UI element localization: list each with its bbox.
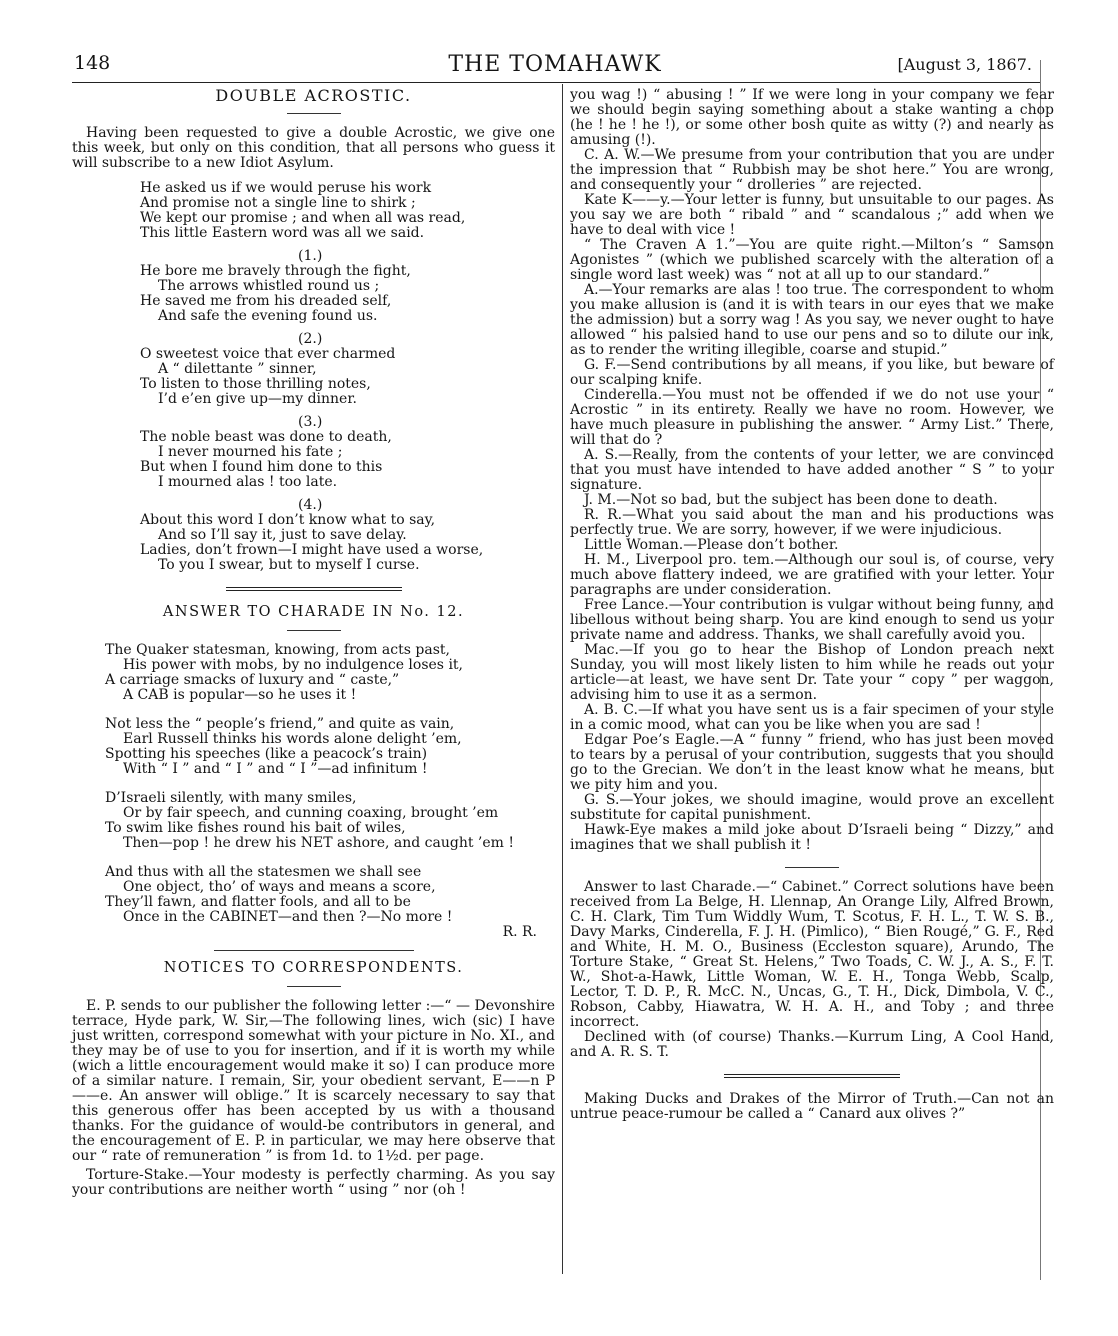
section-rule bbox=[785, 867, 839, 868]
notice-paragraph: A. S.—Really, from the contents of your letter, we are convinced that you must have intended to have added another “ S ” to your signature. bbox=[570, 447, 1054, 493]
ducks-and-drakes: Making Ducks and Drakes of the Mirror of Truth.—Can not an untrue peace-rumour be called a “ Canard aux olives ?” bbox=[570, 1091, 1054, 1122]
verse-number: (1.) bbox=[298, 248, 323, 264]
section-rule bbox=[214, 950, 414, 951]
charade-poem bbox=[72, 643, 555, 925]
notice-paragraph: Torture-Stake.—Your modesty is perfectly charming. As you say your contributions are neither worth “ using ” nor (oh ! bbox=[72, 1167, 555, 1198]
poem-line: With “ I ” and “ I ” and “ I ”—ad infinitum ! bbox=[123, 761, 428, 777]
poem-line: Ladies, don’t frown—I might have used a worse, bbox=[140, 542, 484, 558]
poem-line: I mourned alas ! too late. bbox=[158, 474, 338, 490]
poem-line: The arrows whistled round us ; bbox=[158, 278, 380, 294]
poem-line: Not less the “ people’s friend,” and quite as vain, bbox=[105, 716, 455, 732]
poem-line: Then—pop ! he drew his NET ashore, and caught ’em ! bbox=[123, 835, 515, 851]
notice-paragraph: G. F.—Send contributions by all means, if you like, but beware of our scalping knife. bbox=[570, 357, 1054, 388]
charade-signature: R. R. bbox=[502, 924, 537, 940]
verse-number: (4.) bbox=[298, 497, 323, 513]
poem-line: He saved me from his dreaded self, bbox=[140, 293, 392, 309]
poem-line: This little Eastern word was all we said. bbox=[140, 225, 425, 241]
declined-with-thanks: Declined with (of course) Thanks.—Kurrum Ling, A Cool Hand, and A. R. S. T. bbox=[570, 1029, 1054, 1060]
poem-line: Earl Russell thinks his words alone delight ’em, bbox=[123, 731, 462, 747]
header-rule bbox=[72, 82, 1040, 83]
section-rule bbox=[287, 113, 341, 114]
poem-line: He asked us if we would peruse his work bbox=[140, 180, 432, 196]
poem-line: But when I found him done to this bbox=[140, 459, 383, 475]
poem-stanza bbox=[105, 717, 555, 777]
acrostic-title: DOUBLE ACROSTIC. bbox=[215, 86, 412, 105]
poem-line: To you I swear, but to myself I curse. bbox=[158, 557, 420, 573]
poem-line: Or by fair speech, and cunning coaxing, brought ’em bbox=[123, 805, 499, 821]
acrostic-intro: Having been requested to give a double Acrostic, we give one this week, but only on this condition, that all persons who guess it will subscribe to a new Idiot Asylum. bbox=[72, 125, 555, 171]
poem-line: One object, tho’ of ways and means a score, bbox=[123, 879, 436, 895]
charade-title: ANSWER TO CHARADE IN No. 12. bbox=[162, 604, 465, 620]
poem-line: And so I’ll say it, just to save delay. bbox=[158, 527, 407, 543]
page-number: 148 bbox=[74, 52, 111, 74]
poem-line: D’Israeli silently, with many smiles, bbox=[105, 790, 357, 806]
poem-line: He bore me bravely through the fight, bbox=[140, 263, 411, 279]
notices-title: NOTICES TO CORRESPONDENTS. bbox=[163, 960, 464, 976]
poem-line: They’ll fawn, and flatter fools, and all to be bbox=[105, 894, 411, 910]
masthead-title: THE TOMAHAWK bbox=[448, 52, 662, 77]
notice-paragraph: Little Woman.—Please don’t bother. bbox=[584, 537, 839, 553]
notice-paragraph: J. M.—Not so bad, but the subject has been done to death. bbox=[584, 492, 998, 508]
notice-paragraph: Cinderella.—You must not be offended if we do not use your “ Acrostic ” in its entirety. Really we have no room. However, we have much pleasure in publishing the answer. “ Army List.” There, will that do ? bbox=[570, 387, 1054, 448]
notice-paragraph: Free Lance.—Your contribution is vulgar without being funny, and libellous without being sharp. You are kind enough to send us your private name and address. Thanks, we shall carefully avoid you. bbox=[570, 597, 1054, 643]
poem-line: And thus with all the statesmen we shall see bbox=[105, 864, 422, 880]
notice-paragraph: Mac.—If you go to hear the Bishop of London preach next Sunday, you will most likely listen to him while he reads out your article—at least, we have sent Dr. Tate your “ copy ” per waggon, advising him to use it as a sermon. bbox=[570, 642, 1054, 703]
notice-paragraph: C. A. W.—We presume from your contribution that you are under the impression that “ Rubbish may be shot here.” You are wrong, and consequently your “ drolleries ” are rejected. bbox=[570, 147, 1054, 193]
poem-stanza bbox=[105, 865, 555, 925]
poem-line: Spotting his speeches (like a peacock’s train) bbox=[105, 746, 428, 762]
poem-line: I’d e’en give up—my dinner. bbox=[158, 391, 357, 407]
page-header bbox=[72, 52, 1038, 82]
notice-paragraph: Hawk-Eye makes a mild joke about D’Israeli being “ Dizzy,” and imagines that we shall publish it ! bbox=[570, 822, 1054, 853]
notice-paragraph: “ The Craven A 1.”—You are quite right.—Milton’s “ Samson Agonistes ” (which we published scarcely with the alteration of a single word last week) was “ not at all up to our standard.” bbox=[570, 237, 1054, 283]
section-double-rule bbox=[226, 587, 402, 591]
section-rule bbox=[287, 986, 341, 987]
notice-paragraph: E. P. sends to our publisher the following letter :—“ — Devonshire terrace, Hyde park, W. Sir,—The following lines, wich (sic) I have just written, correspond somewhat with your picture in No. XI., and they may be of use to you for insertion, and if it is worth my while (wich a little encouragement would make it so) I can produce more of a similar nature. I remain, Sir, your obedient servant, E——n P——e. An answer will oblige.” It is scarcely necessary to say that this generous offer has been accepted by us with a thousand thanks. For the guidance of would-be contributors in general, and the encouragement of E. P. in particular, we may here observe that our “ rate of remuneration ” is from 1d. to 1½d. per page. bbox=[72, 998, 555, 1164]
section-double-rule bbox=[724, 1074, 900, 1078]
poem-line: I never mourned his fate ; bbox=[158, 444, 343, 460]
right-column bbox=[570, 88, 1054, 1122]
poem-line: Once in the CABINET—and then ?—No more ! bbox=[123, 909, 453, 925]
verse-number: (2.) bbox=[298, 331, 323, 347]
notice-paragraph: you wag !) “ abusing ! ” If we were long in your company we fear we should begin saying something about a stake wanting a chop (he ! he ! he !), or some other bosh quite as witty (?) and nearly as amusing (!). bbox=[570, 87, 1054, 148]
poem-line: To swim like fishes round his bait of wiles, bbox=[105, 820, 406, 836]
answer-last-charade: Answer to last Charade.—“ Cabinet.” Correct solutions have been received from La Belge, H. Llennap, An Orange Lily, Alfred Brown, C. H. Clark, Tim Tum Widdly Wum, T. Scotus, F. H. L., T. W. S. B., Davy Marks, Cinderella, F. J. H. (Pimlico), “ Bien Rougé,” G. F., Red and White, H. M. O., Business (Eccleston square), Arundo, The Torture Stake, “ Great St. Helens,” Two Toads, C. W. J., A. S., F. T. W., Shot-a-Hawk, Little Woman, W. E. H., Tonga Webb, Scalp, Lector, T. D. P., R. McC. N., Uncas, G., T. H., Dick, Dimbola, V. C., Robson, Cabby, Hiawatra, W. H. A. H., and Toby ; and three incorrect. bbox=[570, 879, 1054, 1030]
poem-line: A “ dilettante ” sinner, bbox=[158, 361, 317, 377]
issue-date: [August 3, 1867. bbox=[897, 55, 1032, 74]
poem-line: And safe the evening found us. bbox=[158, 308, 378, 324]
notice-paragraph: A. B. C.—If what you have sent us is a fair specimen of your style in a comic mood, what can you be like when you are sad ! bbox=[570, 702, 1054, 733]
poem-line: The Quaker statesman, knowing, from acts past, bbox=[105, 642, 450, 658]
poem-line: We kept our promise ; and when all was read, bbox=[140, 210, 466, 226]
section-rule bbox=[287, 630, 341, 631]
notice-paragraph: Kate K——y.—Your letter is funny, but unsuitable to our pages. As you say we are both “ ribald ” and “ scandalous ;” add when we have to deal with vice ! bbox=[570, 192, 1054, 238]
verse-number: (3.) bbox=[298, 414, 323, 430]
poem-line: To listen to those thrilling notes, bbox=[140, 376, 371, 392]
poem-line: A CAB is popular—so he uses it ! bbox=[123, 687, 357, 703]
notice-paragraph: G. S.—Your jokes, we should imagine, would prove an excellent substitute for capital punishment. bbox=[570, 792, 1054, 823]
poem-line: And promise not a single line to shirk ; bbox=[140, 195, 416, 211]
poem-line: His power with mobs, by no indulgence loses it, bbox=[123, 657, 463, 673]
poem-line: The noble beast was done to death, bbox=[140, 429, 392, 445]
poem-line: About this word I don’t know what to say, bbox=[140, 512, 436, 528]
poem-line: O sweetest voice that ever charmed bbox=[140, 346, 396, 362]
notice-paragraph: R. R.—What you said about the man and his productions was perfectly true. We are sorry, however, if we were injudicious. bbox=[570, 507, 1054, 538]
poem-stanza bbox=[105, 791, 555, 851]
poem-line: A carriage smacks of luxury and “ caste,” bbox=[105, 672, 400, 688]
acrostic-poem bbox=[72, 181, 555, 573]
notice-paragraph: A.—Your remarks are alas ! too true. The correspondent to whom you make allusion is (and it is with tears in our eyes that we make the admission) but a sorry wag ! As you say, we never ought to have allowed “ his palsied hand to use our pens and so to dilute our ink, as to render the writing illegible, coarse and stupid.” bbox=[570, 282, 1054, 358]
column-divider bbox=[562, 84, 563, 1274]
notice-paragraph: H. M., Liverpool pro. tem.—Although our soul is, of course, very much above flattery indeed, we are gratified with your letter. Your paragraphs are under consideration. bbox=[570, 552, 1054, 598]
notice-paragraph: Edgar Poe’s Eagle.—A “ funny ” friend, who has just been moved to tears by a perusal of your contribution, suggests that you should go to the Grecian. We don’t in the least know what he means, but we pity him and you. bbox=[570, 732, 1054, 793]
left-column bbox=[72, 88, 555, 1198]
